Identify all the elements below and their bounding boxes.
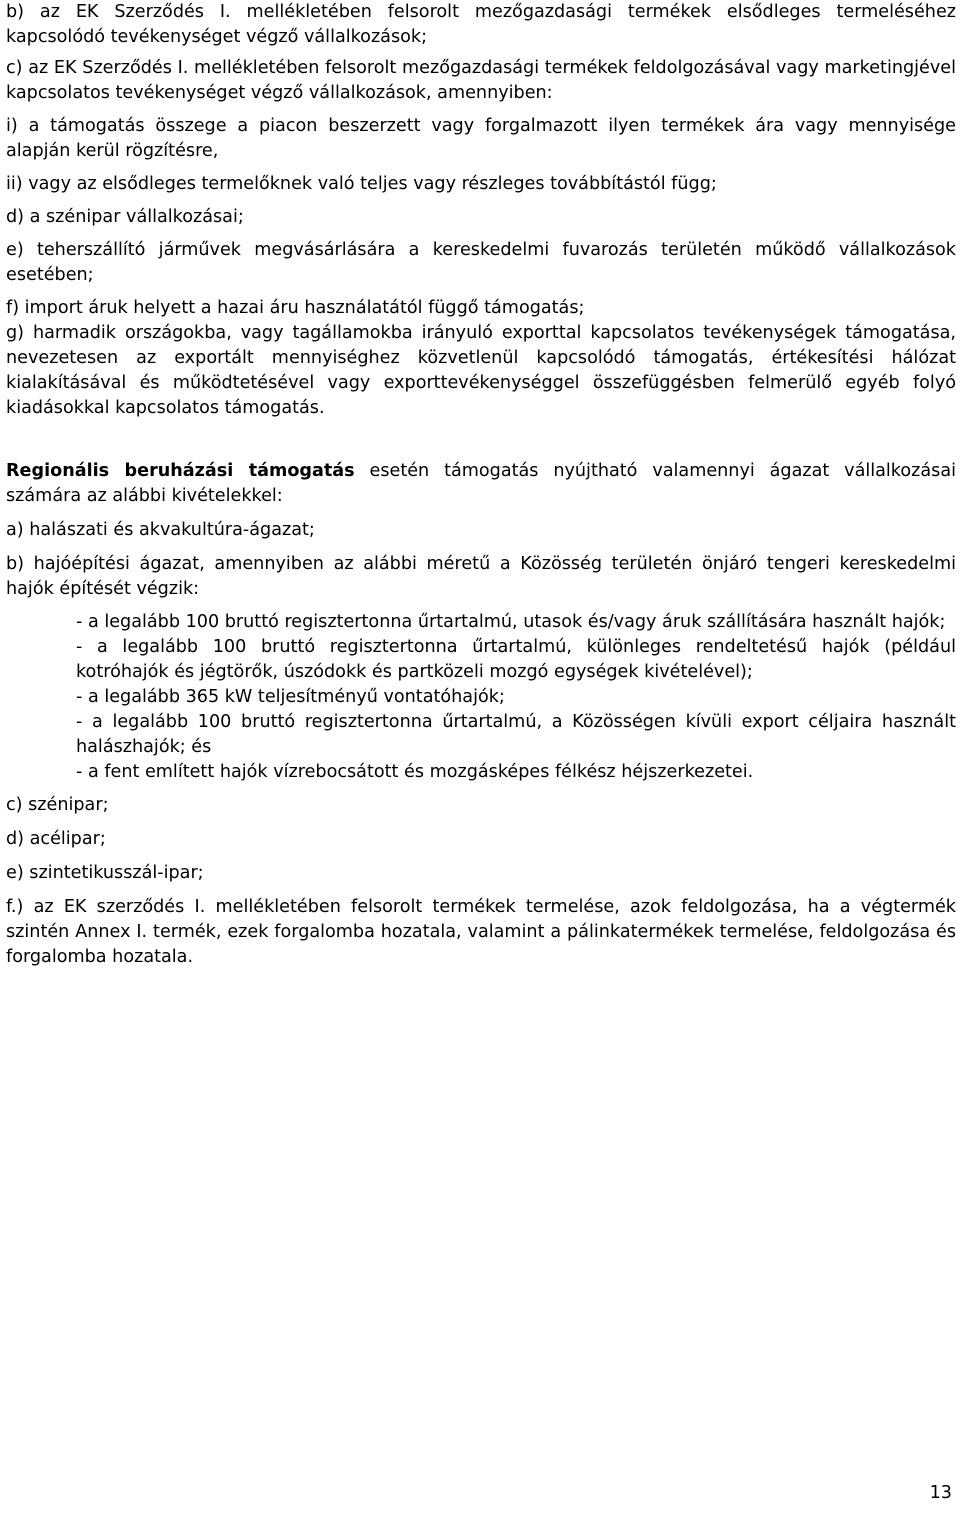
item-b: b) az EK Szerződés I. mellékletében felsorolt mezőgazdasági termékek elsődleges termeléséhez kapcsolódó tevékenységet végző vállalkozások; [6,2,956,47]
ship-item: - a legalább 100 bruttó regisztertonna űrtartalmú, különleges rendeltetésű hajók (például kotróhajók és jégtörők, úszódokk és partközeli mozgó egységek kivételével); [76,637,956,682]
regional-item-c: c) szénipar; [6,795,109,815]
ship-item: - a fent említett hajók vízrebocsátott és mozgásképes félkész héjszerkezetei. [76,762,754,782]
item-g: g) harmadik országokba, vagy tagállamokba irányuló exporttal kapcsolatos tevékenységek támogatása, nevezetesen az exportált mennyiséghez közvetlenül kapcsolódó támogatás, értékesítési hálózat kialakításával és működtetésével vagy exporttevékenységgel összefüggésben felmerülő egyéb folyó kiadásokkal kapcsolatos támogatás. [6,323,956,418]
ship-item: - a legalább 100 bruttó regisztertonna űrtartalmú, utasok és/vagy áruk szállítására használt hajók; [76,612,946,632]
regional-lead [6,459,956,509]
ship-item: - a legalább 365 kW teljesítményű vontatóhajók; [76,687,505,707]
regional-lead-rest: esetén támogatás nyújtható valamennyi ágazat vállalkozásai számára az alábbi kivételekkel: [6,461,956,506]
ship-item: - a legalább 100 bruttó regisztertonna űrtartalmú, a Közösségen kívüli export céljaira használt halászhajók; és [76,712,956,757]
regional-item-a: a) halászati és akvakultúra-ágazat; [6,520,315,540]
document-body [6,0,956,970]
item-c-i: i) a támogatás összege a piacon beszerzett vagy forgalmazott ilyen termékek ára vagy mennyisége alapján kerül rögzítésre, [6,116,956,161]
regional-item-d: d) acélipar; [6,829,106,849]
regional-item-f: f.) az EK szerződés I. mellékletében felsorolt termékek termelése, azok feldolgozása, ha a végtermék szintén Annex I. termék, ezek forgalomba hozatala, valamint a pálinkatermékek termelése, feldolgozása és forgalomba hozatala. [6,897,956,967]
page-number: 13 [929,1483,952,1503]
item-c: c) az EK Szerződés I. mellékletében felsorolt mezőgazdasági termékek feldolgozásával vagy marketingjével kapcsolatos tevékenységet végző vállalkozások, amennyiben: [6,58,956,103]
regional-item-b: b) hajóépítési ágazat, amennyiben az alábbi méretű a Közösség területén önjáró tengeri kereskedelmi hajók építését végzik: [6,554,956,599]
item-e: e) teherszállító járművek megvásárlására a kereskedelmi fuvarozás területén működő vállalkozások esetében; [6,240,956,285]
item-c-ii: ii) vagy az elsődleges termelőknek való teljes vagy részleges továbbítástól függ; [6,174,717,194]
item-d: d) a szénipar vállalkozásai; [6,207,244,227]
regional-item-e: e) szintetikusszál-ipar; [6,863,204,883]
regional-lead-bold: Regionális beruházási támogatás [6,461,355,481]
item-f: f) import áruk helyett a hazai áru használatától függő támogatás; [6,298,585,318]
